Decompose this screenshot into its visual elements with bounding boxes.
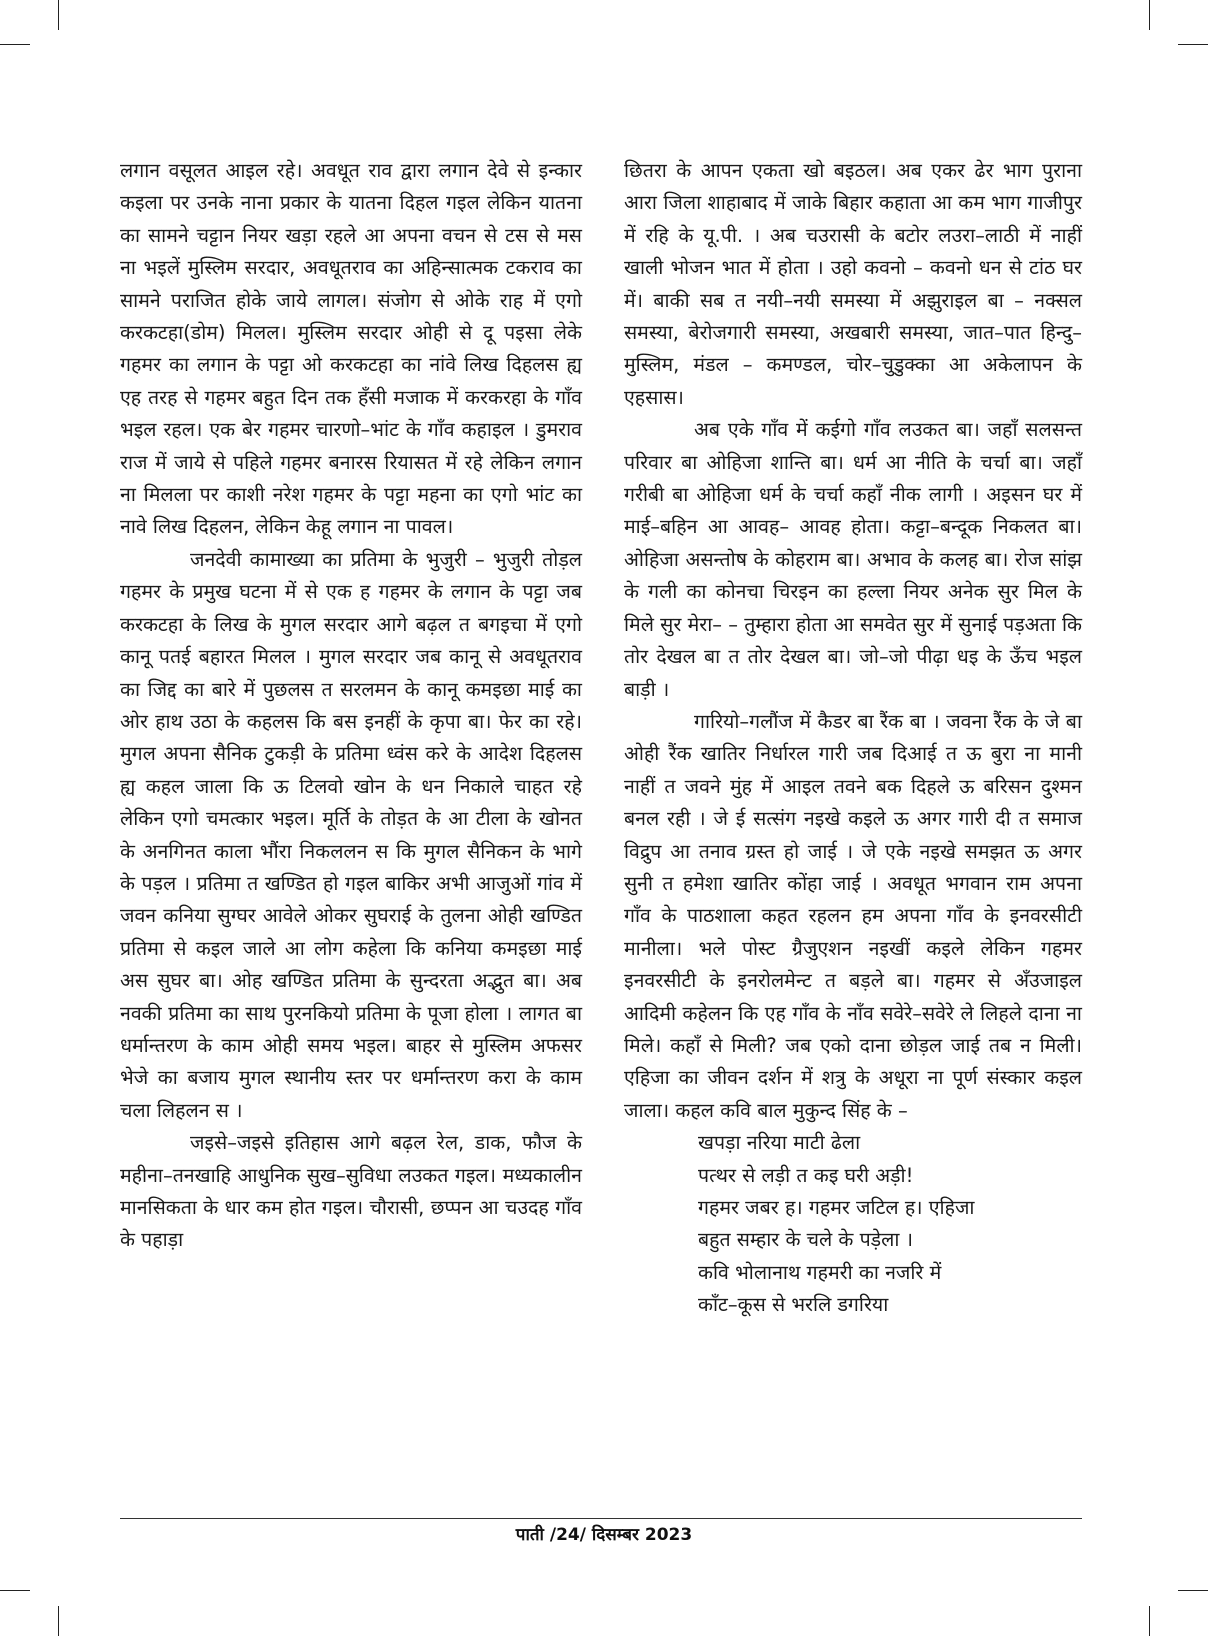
crop-mark bbox=[1149, 0, 1150, 30]
right-column bbox=[624, 155, 1082, 1322]
crop-mark bbox=[1178, 44, 1208, 45]
verse-line: खपड़ा नरिया माटी ढेला bbox=[698, 1131, 861, 1155]
paragraph: गारियो–गलौंज में कैडर बा रैंक बा । जवना रैंक के जे बा ओही रैंक खातिर निर्धारल गारी जब दिआई त ऊ बुरा ना मानी नाहीं त जवने मुंह में आइल तवने बक दिहले ऊ बरिसन दुश्मन बनल रही । जे ई सत्संग नइखे कइले ऊ अगर गारी दी त समाज विद्रुप आ तनाव ग्रस्त हो जाई । जे एके नइखे समझत ऊ अगर सुनी त हमेशा खातिर कोंहा जाई । अवधूत भगवान राम अपना गाँव के पाठशाला कहत रहलन हम अपना गाँव के इनवरसीटी मानीला। भले पोस्ट ग्रैजुएशन नइखीं कइले लेकिन गहमर इनवरसीटी के इनरोलमेन्ट त बड़ले बा। गहमर से अँउजाइल आदिमी कहेलन कि एह गाँव के नाँव सवेरे–सवेरे ले लिहले दाना ना मिले। कहाँ से मिली? जब एको दाना छोड़ल जाई तब न मिली। एहिजा का जीवन दर्शन में शत्रु के अधूरा ना पूर्ण संस्कार कइल जाला। कहल कवि बाल मुकुन्द सिंह के – bbox=[624, 709, 1082, 1122]
verse-line: काँट–कूस से भरलि डगरिया bbox=[698, 1293, 889, 1317]
crop-mark bbox=[0, 44, 30, 45]
verse-block bbox=[624, 1127, 1082, 1321]
paragraph: जइसे–जइसे इतिहास आगे बढ़ल रेल, डाक, फौज के महीना–तनखाहि आधुनिक सुख–सुविधा लउकत गइल। मध्यकालीन मानसिकता के धार कम होत गइल। चौरासी, छप्पन आ चउदह गाँव के पहाड़ा bbox=[120, 1131, 582, 1252]
paragraph: अब एके गाँव में कईगो गाँव लउकत बा। जहाँ सलसन्त परिवार बा ओहिजा शान्ति बा। धर्म आ नीति के चर्चा बा। जहाँ गरीबी बा ओहिजा धर्म के चर्चा कहाँ नीक लागी । अइसन घर में माई–बहिन आ आवह– आवह होता। कट्टा–बन्दूक निकलत बा। ओहिजा असन्तोष के कोहराम बा। अभाव के कलह बा। रोज सांझ के गली का कोनचा चिरइन का हल्ला नियर अनेक सुर मिल के मिले सुर मेरा– – तुम्हारा होता आ समवेत सुर में सुनाई पड़अता कि तोर देखल बा त तोर देखल बा। जो–जो पीढ़ा धइ के ऊँच भइल बाड़ी । bbox=[624, 418, 1082, 701]
verse-line: गहमर जबर ह। गहमर जटिल ह। एहिजा bbox=[698, 1196, 975, 1219]
crop-mark bbox=[0, 1590, 30, 1591]
crop-mark bbox=[1149, 1606, 1150, 1636]
verse-line: बहुत सम्हार के चले के पड़ेला । bbox=[698, 1228, 913, 1252]
paragraph: जनदेवी कामाख्या का प्रतिमा के भुजुरी – भुजुरी तोड़ल गहमर के प्रमुख घटना में से एक ह गहमर के लगान के पट्टा जब करकटहा के लिख के मुगल सरदार आगे बढ़ल त बगइचा में एगो कानू पतई बहारत मिलल । मुगल सरदार जब कानू से अवधूतराव का जिद्द का बारे में पुछलस त सरलमन के कानू कमइछा माई का ओर हाथ उठा के कहलस कि बस इनहीं के कृपा बा। फेर का रहे। मुगल अपना सैनिक टुकड़ी के प्रतिमा ध्वंस करे के आदेश दिहलस ह्य कहल जाला कि ऊ टिलवो खोन के धन निकाले चाहत रहे लेकिन एगो चमत्कार भइल। मूर्ति के तोड़त के आ टीला के खोनत के अनगिनत काला भौंरा निकललन स कि मुगल सैनिकन के भागे के पड़ल । प्रतिमा त खण्डित हो गइल बाकिर अभी आजुओं गांव में जवन कनिया सुग्घर आवेले ओकर सुघराई के तुलना ओही खण्डित प्रतिमा से कइल जाले आ लोग कहेला कि कनिया कमइछा माई अस सुघर बा। ओह खण्डित प्रतिमा के सुन्दरता अद्भुत बा। अब नवकी प्रतिमा का साथ पुरनकियो प्रतिमा के पूजा होला । लागत बा धर्मान्तरण के काम ओही समय भइल। बाहर से मुस्लिम अफसर भेजे का बजाय मुगल स्थानीय स्तर पर धर्मान्तरण करा के काम चला लिहलन स । bbox=[120, 547, 582, 1122]
verse-line: कवि भोलानाथ गहमरी का नजरि में bbox=[698, 1260, 942, 1284]
left-column bbox=[120, 155, 582, 1257]
crop-mark bbox=[58, 0, 59, 30]
footer-rule bbox=[120, 1518, 1082, 1519]
crop-mark bbox=[58, 1606, 59, 1636]
paragraph: छितरा के आपन एकता खो बइठल। अब एकर ढेर भाग पुराना आरा जिला शाहाबाद में जाके बिहार कहाता आ कम भाग गाजीपुर में रहि के यू.पी. । अब चउरासी के बटोर लउरा–लाठी में नाहीं खाली भोजन भात में होता । उहो कवनो – कवनो धन से टांठ घर में। बाकी सब त नयी–नयी समस्या में अझुराइल बा – नक्सल समस्या, बेरोजगारी समस्या, अखबारी समस्या, जात–पात हिन्दु–मुस्लिम, मंडल – कमण्डल, चोर–चुडुक्का आ अकेलापन के एहसास। bbox=[624, 159, 1082, 409]
crop-mark bbox=[1178, 1590, 1208, 1591]
paragraph: लगान वसूलत आइल रहे। अवधूत राव द्वारा लगान देवे से इन्कार कइला पर उनके नाना प्रकार के यातना दिहल गइल लेकिन यातना का सामने चट्टान नियर खड़ा रहले आ अपना वचन से टस से मस ना भइलें मुस्लिम सरदार, अवधूतराव का अहिन्सात्मक टकराव का सामने पराजित होके जाये लागल। संजोग से ओके राह में एगो करकटहा(डोम) मिलल। मुस्लिम सरदार ओही से दू पइसा लेके गहमर का लगान के पट्टा ओ करकटहा का नांवे लिख दिहलस ह्य एह तरह से गहमर बहुत दिन तक हँसी मजाक में करकरहा के गाँव भइल रहल। एक बेर गहमर चारणो–भांट के गाँव कहाइल । डुमराव राज में जाये से पहिले गहमर बनारस रियासत में रहे लेकिन लगान ना मिलला पर काशी नरेश गहमर के पट्टा महना का एगो भांट का नावे लिख दिहलन, लेकिन केहू लगान ना पावल। bbox=[120, 159, 582, 539]
page-footer: पाती /24/ दिसम्बर 2023 bbox=[515, 1525, 693, 1545]
verse-line: पत्थर से लड़ी त कइ घरी अड़ी! bbox=[698, 1163, 914, 1187]
